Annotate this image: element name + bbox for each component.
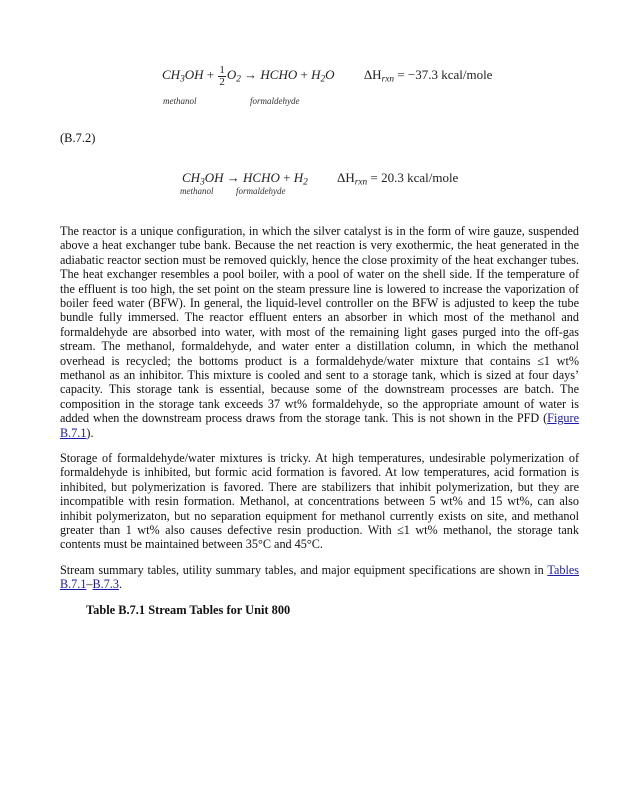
table-b73-link[interactable]: B.7.3	[92, 577, 119, 592]
tables-reference-paragraph: Stream summary tables, utility summary tables, and major equipment specifications are shown in Tables B.7.1–B.7.3.	[60, 563, 579, 592]
enthalpy-of-reaction: $\Delta H_{rxn} = -37.3$ kcal/mole	[363, 67, 493, 85]
storage-paragraph: Storage of formaldehyde/water mixtures is tricky. At high temperatures, undesirable polymerization of formaldehyde is inhibited, but formic acid formation is favored. At low temperatures, acid formation is inhibited, but polymerization is favored. There are stabilizers that inhibit polymerization, but they are incompatible with resin formation. Methanol, at concentrations between 5 wt% and 15 wt%, can also inhibit polymerizaton, but no separation equipment for methanol currently exists on site, and methanol greater than 1 wt% also causes defective resin production. With ≤1 wt% methanol, the storage tank contents must be maintained between 35°C and 45°C.	[60, 451, 579, 552]
equation-number: (B.7.2)	[60, 131, 96, 145]
formaldehyde-label: formaldehyde	[250, 96, 300, 106]
methanol-label: methanol	[180, 186, 214, 196]
enthalpy-of-reaction: $\Delta H_{rxn} = 20.3$ kcal/mole	[337, 170, 459, 188]
reaction-arrow: →	[244, 67, 258, 83]
equation-2-formula: $CH_3OH$ → HCHO + $H_2$ $\Delta H_{rxn} = 20.3$ kcal/mole	[182, 170, 459, 188]
equation-1-formula: $CH_3OH$ + $\frac{1}{2}$ $O_2$ → HCHO + $H_2O$ $\Delta H_{rxn} = -37.3$ kcal/mole	[162, 64, 493, 88]
table-b71-link[interactable]: Tables B.7.1	[60, 563, 579, 592]
equation-1	[162, 64, 493, 109]
reactor-description-paragraph: The reactor is a unique configuration, in which the silver catalyst is in the form of wire gauze, suspended above a heat exchanger tube bank. Because the net reaction is very exothermic, the heat generated in the adiabatic reactor section must be removed quickly, hence the close proximity of the heat exchanger tubes. The heat exchanger resembles a pool boiler, with a pool of water on the shell side. If the temperature of the effluent is too high, the set point on the steam pressure line is lowered to increase the vaporization of boiler feed water (BFW). In general, the liquid-level controller on the BFW is adjusted to keep the tube bundle fully immersed. The reactor effluent enters an absorber in which most of the methanol and formaldehyde are absorbed into water, with most of the remaining light gases purged into the off-gas stream. The methanol, formaldehyde, and water enter a distillation column, in which the methanol overhead is recycled; the bottoms product is a formaldehyde/water mixture that contains ≤1 wt% methanol as an inhibitor. This mixture is cooled and sent to a storage tank, which is sized at four days’ capacity. This storage tank is essential, because some of the downstream processes are batch. The composition in the storage tank exceeds 37 wt% formaldehyde, so the appropriate amount of water is added when the downstream process draws from the storage tank. This is not shown in the PFD (Figure B.7.1).	[60, 224, 579, 440]
formaldehyde-label: formaldehyde	[236, 186, 286, 196]
equation-2	[182, 169, 482, 201]
one-half-fraction: $\frac{1}{2}$	[219, 64, 225, 88]
methanol-label: methanol	[163, 96, 197, 106]
figure-link[interactable]: Figure B.7.1	[60, 411, 579, 440]
table-caption: Table B.7.1 Stream Tables for Unit 800	[86, 603, 291, 617]
reaction-arrow: →	[226, 170, 240, 185]
